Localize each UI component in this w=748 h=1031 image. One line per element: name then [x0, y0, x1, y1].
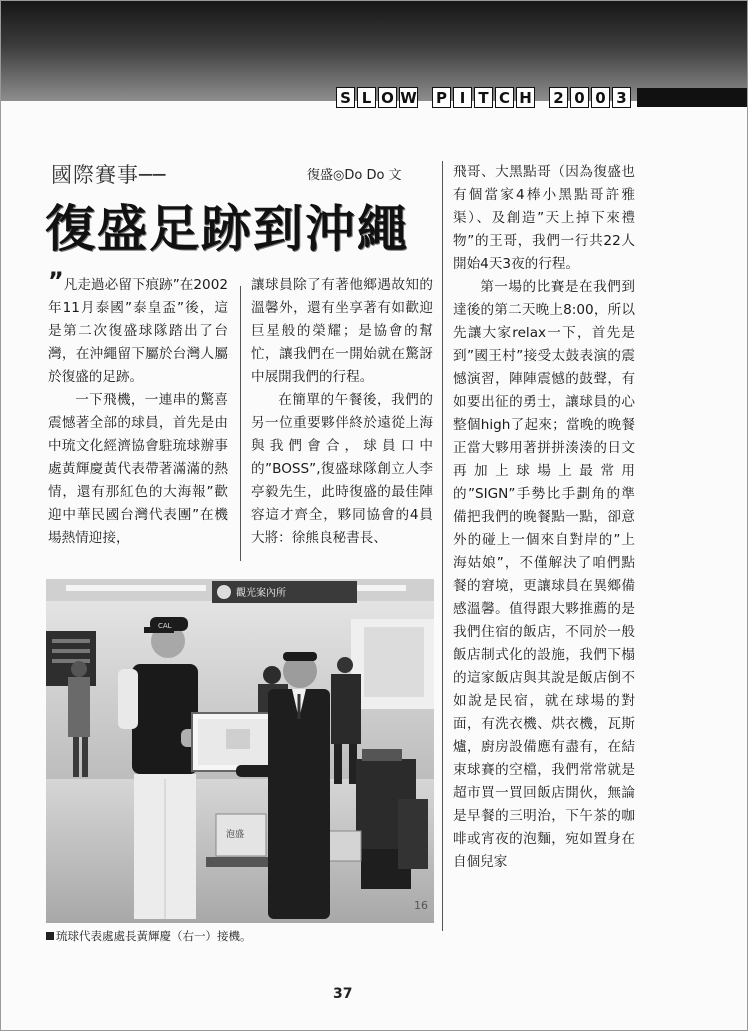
airport-photo: [46, 579, 434, 923]
header-gap: [537, 87, 547, 108]
header-letter: T: [474, 87, 493, 108]
article-title: 復盛足跡到沖繩: [45, 200, 409, 258]
article-kicker: 國際賽事──: [51, 163, 167, 187]
paragraph: 讓球員除了有著他鄉遇故知的溫馨外，還有坐享著有如歡迎巨星般的榮耀；是協會的幫忙，讓我們在一開始就在驚訝中展開我們的行程。: [251, 277, 433, 385]
header-letter: L: [357, 87, 376, 108]
header-band: [1, 1, 748, 101]
text-column-3: [453, 161, 635, 874]
header-letter: 0: [591, 87, 610, 108]
column-divider: [442, 161, 443, 931]
photo-caption: [46, 928, 252, 944]
photo-timestamp: 16: [414, 899, 428, 912]
header-letter: O: [378, 87, 397, 108]
caption-marker: [46, 932, 54, 940]
header-letter: 3: [612, 87, 631, 108]
column-divider: [240, 286, 241, 561]
cap-text: CAL: [158, 622, 172, 630]
section-header: [336, 87, 631, 108]
header-letter: W: [400, 89, 417, 107]
header-letter: 0: [570, 87, 589, 108]
text-column-2: [251, 274, 433, 550]
box-text: 泡盛: [226, 830, 245, 840]
header-letter: H: [516, 87, 535, 108]
article-author: 復盛◎Do Do 文: [307, 168, 402, 183]
header-gap: [420, 87, 430, 108]
caption-text: 琉球代表處處長黃輝慶（右一）接機。: [56, 929, 252, 943]
header-letter: S: [336, 87, 355, 108]
paragraph: 在簡單的午餐後，我們的另一位重要夥伴終於遠從上海與我們會合，球員口中的”BOSS”,復盛球隊創立人李亭毅先生，此時復盛的最佳陣容這才齊全，夥同協會的4員大將：徐熊良秘書長、: [251, 392, 433, 546]
paragraph: ”凡走過必留下痕跡”在2002年11月泰國”泰皇盃”後，這是第二次復盛球隊踏出了台灣，在沖繩留下屬於台灣人屬於復盛的足跡。: [48, 267, 228, 385]
paragraph: 飛哥、大黑點哥（因為復盛也有個當家4棒小黑點哥許雅渠）、及創造”天上掉下來禮物”的王哥，我們一行共22人開始4天3夜的行程。: [453, 164, 635, 272]
header-bar: [637, 88, 748, 107]
header-letter: 2: [549, 87, 568, 108]
header-letter: P: [432, 87, 451, 108]
quote-mark: ”: [48, 267, 64, 295]
page-number: 37: [333, 986, 353, 1002]
paragraph: 第一場的比賽是在我們到達後的第二天晚上8:00，所以先讓大家relax一下，首先是到”國王村”接受太鼓表演的震憾演習，陣陣震憾的鼓聲，有如要出征的勇士，讓球員的心整個high了起來；當晚的晚餐正當大夥用著拼拼湊湊的日文再加上球場上最常用的”SIGN”手勢比手劃角的準備把我們的晚餐點一點，卻意外的碰上一個來自對岸的”上海姑娘”，不僅解決了咱們點餐的窘境，更讓球員在異鄉備感溫馨。值得跟大夥推薦的是我們住宿的飯店，不同於一般飯店制式化的設施，我們下榻的這家飯店與其說是飯店倒不如說是民宿，就在球場的對面，有洗衣機、烘衣機，瓦斯爐，廚房設備應有盡有，在結束球賽的空檔，我們常常就是超市買一買回飯店開伙，無論是早餐的三明治，下午茶的咖啡或宵夜的泡麵，宛如置身在自個兒家: [453, 279, 635, 870]
sign-text: 觀光案內所: [236, 588, 286, 599]
text-column-1: [48, 267, 228, 550]
header-letter: C: [495, 87, 514, 108]
paragraph: 一下飛機，一連串的驚喜震憾著全部的球員，首先是由中琉文化經濟協會駐琉球辦事處黃輝慶黃代表帶著滿滿的熱情，還有那紅色的大海報”歡迎中華民國台灣代表團”在機場熱情迎接，: [48, 392, 228, 546]
header-letter: I: [453, 87, 472, 108]
